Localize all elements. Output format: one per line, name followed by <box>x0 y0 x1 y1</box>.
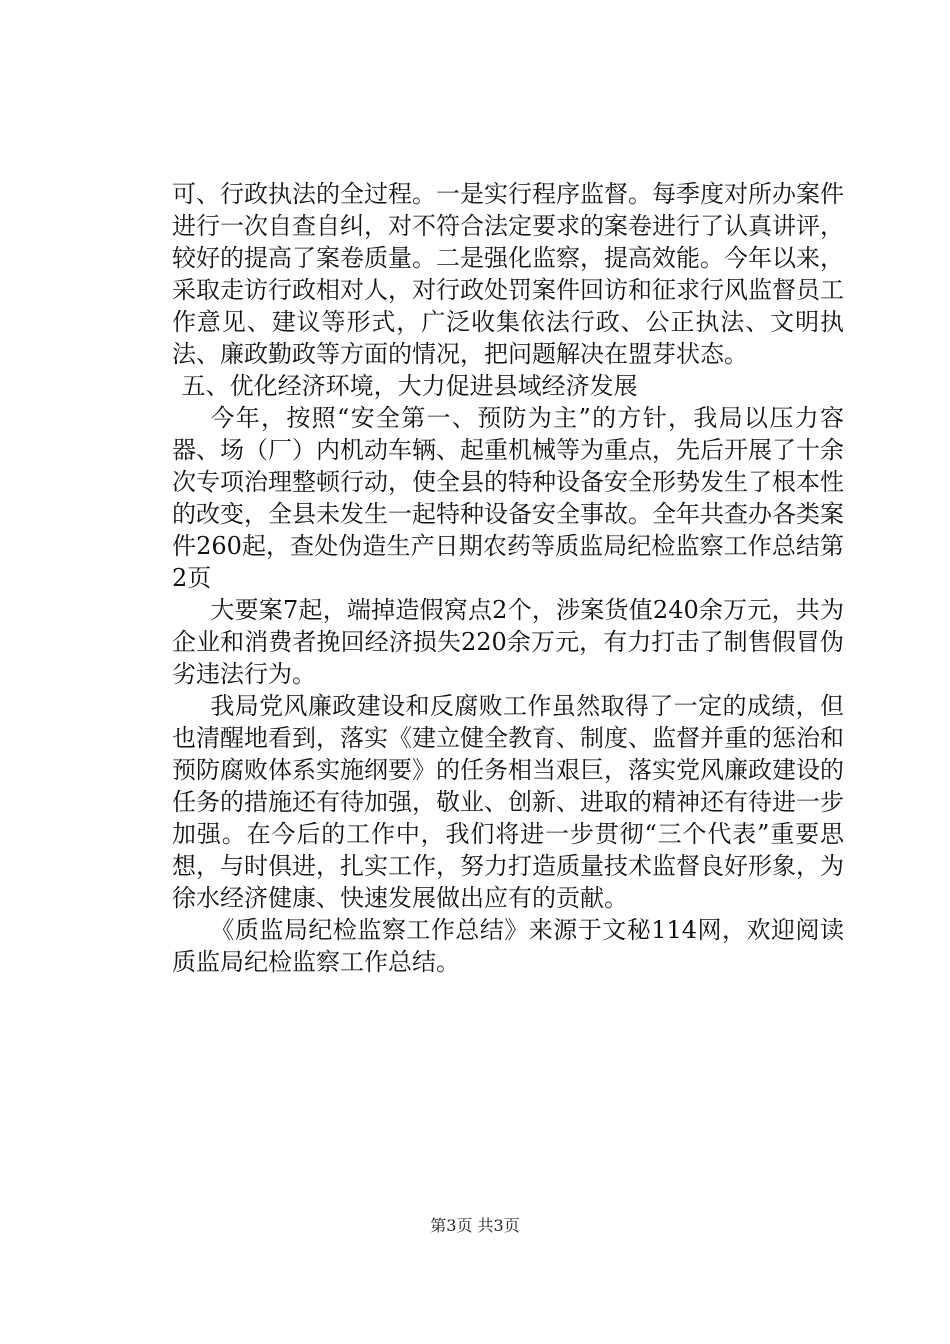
paragraph-safety: 今年，按照“安全第一、预防为主”的方针，我局以压力容器、场（厂）内机动车辆、起重机械等为重点，先后开展了十余次专项治理整顿行动，使全县的特种设备安全形势发生了根本性的改变，全县未发生一起特种设备安全事故。全年共查办各类案件260起，查处伪造生产日期农药等质监局纪检监察工作总结第2页 <box>172 404 844 592</box>
paragraph-source: 《质监局纪检监察工作总结》来源于文秘114网，欢迎阅读质监局纪检监察工作总结。 <box>172 916 844 976</box>
page-footer: 第3页 共3页 <box>430 1216 520 1235</box>
paragraph-conclusion: 我局党风廉政建设和反腐败工作虽然取得了一定的成绩，但也清醒地看到，落实《建立健全教育、制度、监督并重的惩治和预防腐败体系实施纲要》的任务相当艰巨，落实党风廉政建设的任务的措施还有待加强，敬业、创新、进取的精神还有待进一步加强。在今后的工作中，我们将进一步贯彻“三个代表”重要思想，与时俱进，扎实工作，努力打造质量技术监督良好形象，为徐水经济健康、快速发展做出应有的贡献。 <box>172 692 844 912</box>
section-heading: 五、优化经济环境，大力促进县域经济发展 <box>181 372 638 400</box>
paragraph-cases: 大要案7起，端掉造假窝点2个，涉案货值240余万元，共为企业和消费者挽回经济损失220余万元，有力打击了制售假冒伪劣违法行为。 <box>172 596 844 688</box>
paragraph-oversight: 可、行政执法的全过程。一是实行程序监督。每季度对所办案件进行一次自查自纠，对不符合法定要求的案卷进行了认真讲评，较好的提高了案卷质量。二是强化监察，提高效能。今年以来，采取走访行政相对人，对行政处罚案件回访和征求行风监督员工作意见、建议等形式，广泛收集依法行政、公正执法、文明执法、廉政勤政等方面的情况，把问题解决在盟芽状态。 <box>172 180 844 368</box>
document-body <box>172 178 844 978</box>
